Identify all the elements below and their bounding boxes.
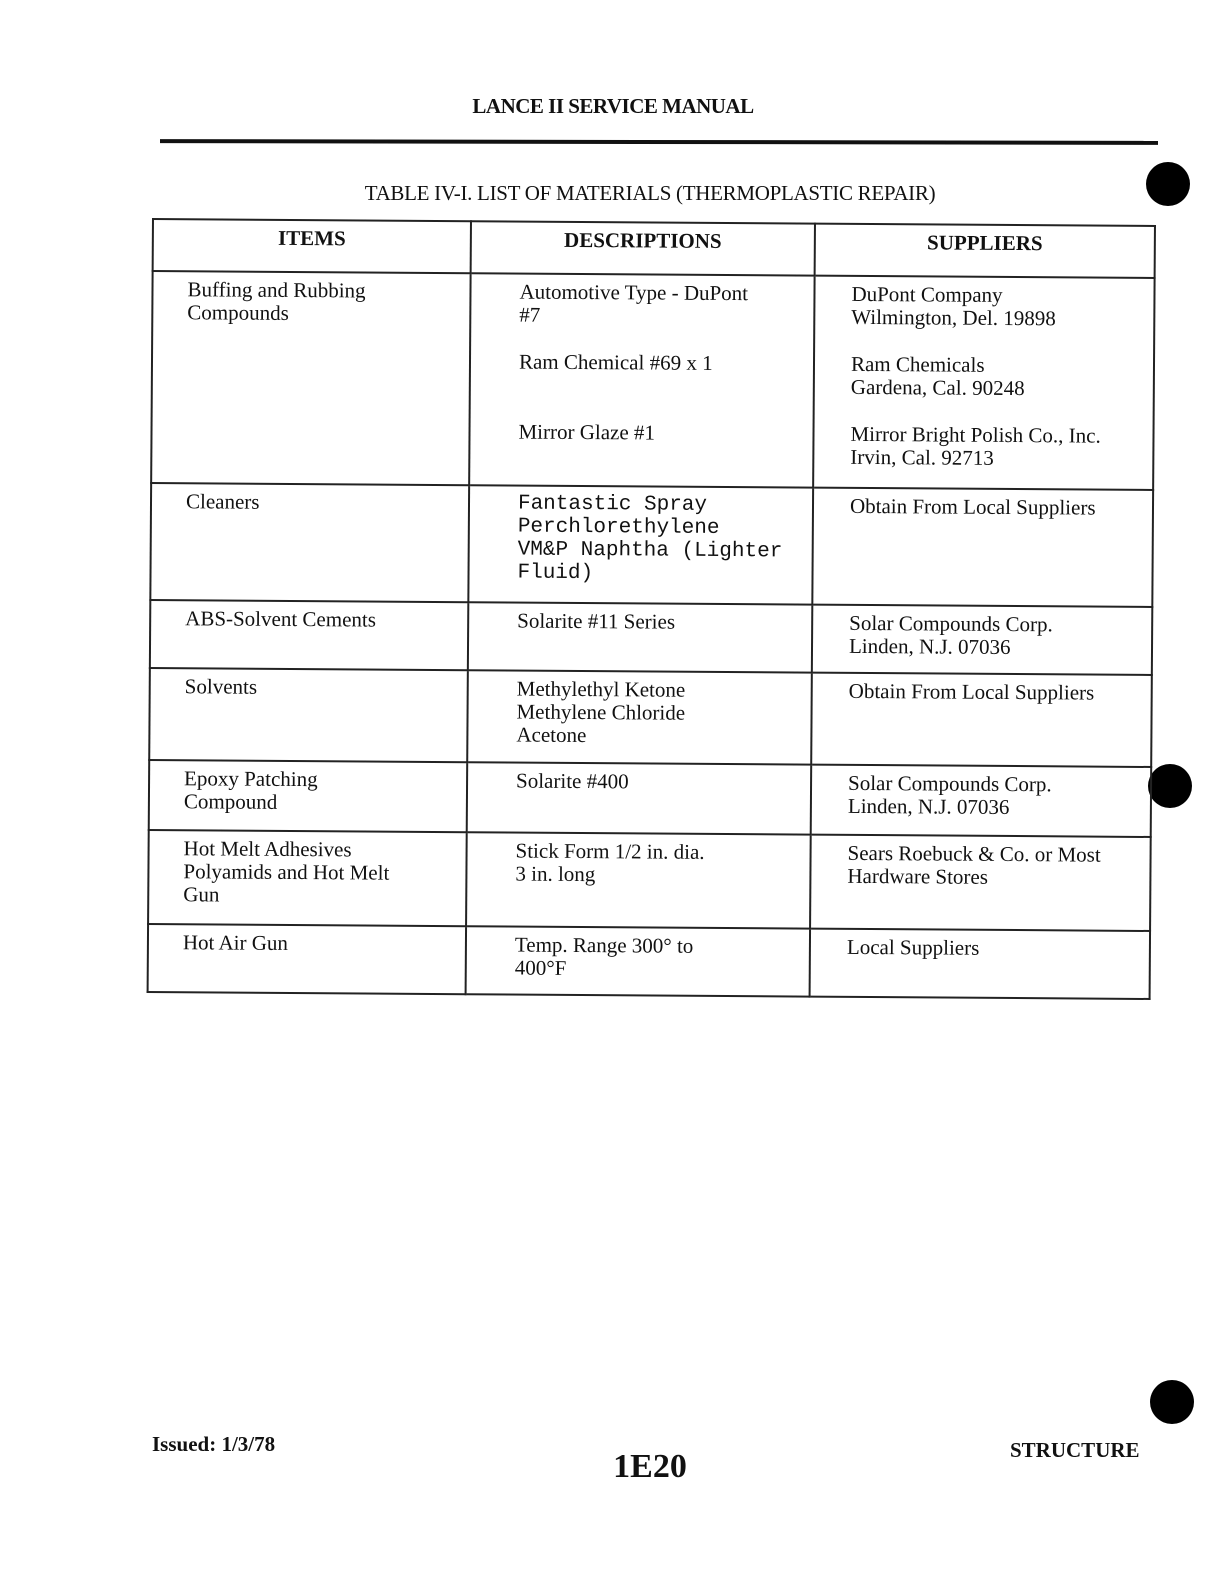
supplier-line: Linden, N.J. 07036 xyxy=(848,633,1011,660)
description-entry xyxy=(519,351,803,376)
page-code: 1E20 xyxy=(613,1448,687,1485)
description-line: Fluid) xyxy=(517,561,594,586)
supplier-entry xyxy=(851,353,1143,401)
binder-hole-bottom xyxy=(1150,1380,1194,1424)
table-row xyxy=(151,271,1154,490)
description-line: VM&P Naphtha (Lighter xyxy=(517,538,783,564)
description-line: Mirror Glaze #1 xyxy=(518,419,656,445)
description-line: Fantastic Spray xyxy=(517,492,708,517)
description-line: Ram Chemical #69 x 1 xyxy=(518,349,713,375)
supplier-cell xyxy=(813,276,1154,490)
description-entry xyxy=(519,281,803,329)
description-cell xyxy=(467,670,812,764)
table-caption: TABLE IV-I. LIST OF MATERIALS (THERMOPLASTIC REPAIR) xyxy=(364,181,936,205)
section-name: STRUCTURE xyxy=(1010,1438,1140,1462)
description-line: Methylethyl Ketone xyxy=(516,676,686,702)
item-cell xyxy=(151,271,470,485)
supplier-cell xyxy=(810,835,1151,931)
table-row xyxy=(149,760,1151,837)
materials-table xyxy=(147,218,1156,1000)
table-row xyxy=(149,668,1152,767)
supplier-line: Mirror Bright Polish Co., Inc. xyxy=(850,421,1101,448)
description-cell xyxy=(468,485,813,604)
supplier-line: Sears Roebuck & Co. or Most xyxy=(847,840,1101,867)
description-entry xyxy=(518,421,802,446)
item-cell xyxy=(149,760,467,832)
issued-date: Issued: 1/3/78 xyxy=(152,1432,276,1456)
supplier-line: Solar Compounds Corp. xyxy=(849,610,1053,637)
supplier-cell xyxy=(811,765,1151,837)
item-cell xyxy=(150,483,469,602)
description-line: Acetone xyxy=(516,722,587,748)
item-line: Hot Melt Adhesives xyxy=(183,836,352,862)
supplier-line: Gardena, Cal. 90248 xyxy=(850,374,1025,401)
supplier-cell xyxy=(812,488,1153,607)
item-cell xyxy=(148,924,466,994)
supplier-line: Wilmington, Del. 19898 xyxy=(851,304,1056,331)
description-line: Methylene Chloride xyxy=(516,699,686,725)
item-line: Buffing and Rubbing xyxy=(187,277,366,303)
supplier-cell xyxy=(811,673,1152,767)
supplier-line: Hardware Stores xyxy=(847,863,989,889)
supplier-line: Local Suppliers xyxy=(846,934,980,960)
supplier-cell xyxy=(810,929,1150,999)
description-line: Automotive Type - DuPont xyxy=(519,279,749,306)
item-line: Polyamids and Hot Melt xyxy=(183,859,390,885)
description-line: Solarite #400 xyxy=(515,768,629,794)
item-cell xyxy=(149,668,468,762)
table-header-row xyxy=(153,219,1155,278)
supplier-line: Linden, N.J. 07036 xyxy=(847,793,1010,820)
description-cell xyxy=(466,926,810,996)
table-row xyxy=(148,830,1151,931)
supplier-entry xyxy=(850,423,1142,471)
supplier-line: Obtain From Local Suppliers xyxy=(849,493,1096,520)
supplier-line: Irvin, Cal. 92713 xyxy=(850,444,994,470)
supplier-entry xyxy=(851,283,1143,331)
table-row xyxy=(150,483,1153,607)
description-line: #7 xyxy=(519,302,541,327)
column-header-suppliers: SUPPLIERS xyxy=(815,224,1155,278)
description-line: Perchlorethylene xyxy=(517,515,720,540)
binder-hole-middle xyxy=(1148,764,1192,808)
description-line: Stick Form 1/2 in. dia. xyxy=(515,838,705,864)
item-line: Hot Air Gun xyxy=(182,930,289,955)
description-cell xyxy=(468,602,812,672)
description-line: 400°F xyxy=(514,955,567,980)
item-cell xyxy=(148,830,467,926)
description-cell xyxy=(466,832,811,928)
item-line: ABS-Solvent Cements xyxy=(185,606,377,632)
supplier-line: Ram Chemicals xyxy=(850,351,985,377)
item-line: Compounds xyxy=(187,300,289,325)
page-header-title: LANCE II SERVICE MANUAL xyxy=(472,94,754,118)
supplier-line: DuPont Company xyxy=(851,281,1003,307)
table-row xyxy=(150,600,1152,675)
item-cell xyxy=(150,600,468,670)
item-line: Compound xyxy=(183,789,278,814)
description-line: 3 in. long xyxy=(515,861,596,887)
description-cell xyxy=(469,273,814,487)
column-header-items: ITEMS xyxy=(153,219,471,273)
header-rule xyxy=(160,139,1158,145)
item-line: Gun xyxy=(183,882,220,907)
supplier-cell xyxy=(812,605,1152,675)
item-line: Solvents xyxy=(184,674,258,699)
supplier-line: Solar Compounds Corp. xyxy=(847,770,1052,797)
description-line: Temp. Range 300° to xyxy=(514,932,694,958)
description-cell xyxy=(467,762,811,834)
description-line: Solarite #11 Series xyxy=(517,608,676,634)
column-header-descriptions: DESCRIPTIONS xyxy=(471,221,815,275)
item-line: Epoxy Patching xyxy=(184,766,318,792)
item-line: Cleaners xyxy=(185,489,260,514)
table-row xyxy=(148,924,1150,999)
supplier-line: Obtain From Local Suppliers xyxy=(848,678,1095,705)
